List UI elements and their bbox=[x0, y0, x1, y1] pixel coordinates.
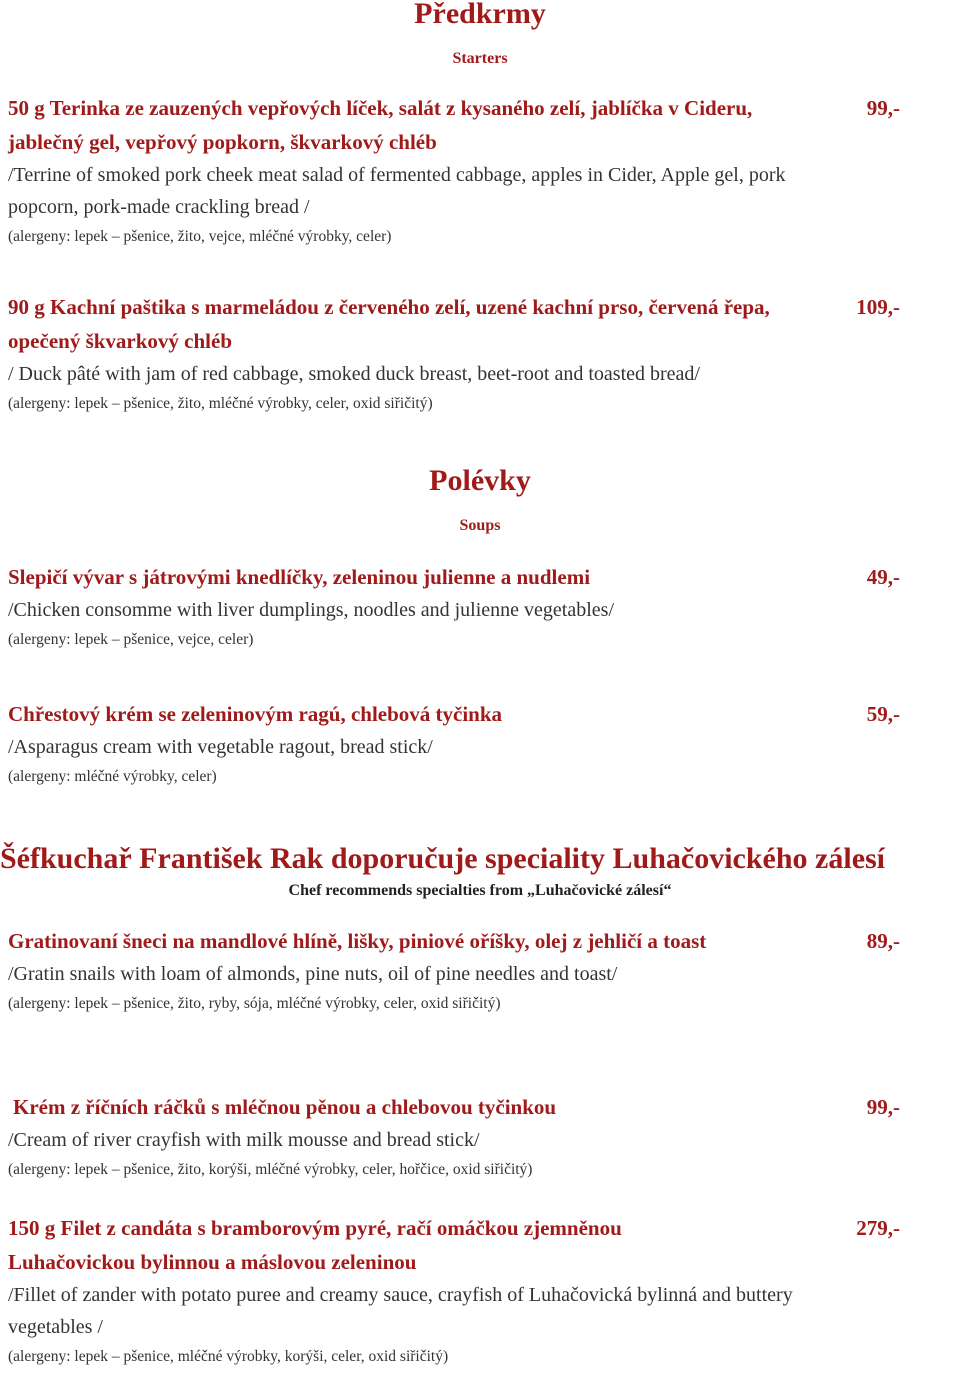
item-allergens: (alergeny: mléčné výrobky, celer) bbox=[8, 768, 217, 785]
soups-title: Polévky bbox=[429, 464, 531, 497]
item-allergens: (alergeny: lepek – pšenice, žito, korýši, mléčné výrobky, celer, hořčice, oxid siřičitý) bbox=[8, 1161, 533, 1178]
item-price: 49,- bbox=[866, 565, 900, 589]
item-english: /Asparagus cream with vegetable ragout, bread stick/ bbox=[8, 736, 433, 758]
menu-item-duck-pate bbox=[8, 290, 948, 418]
soups-subtitle: Soups bbox=[459, 517, 501, 534]
item-allergens: (alergeny: lepek – pšenice, vejce, celer) bbox=[8, 631, 254, 648]
starters-subtitle: Starters bbox=[452, 50, 508, 67]
item-allergens: (alergeny: lepek – pšenice, mléčné výrobky, korýši, celer, oxid siřičitý) bbox=[8, 1348, 449, 1365]
chef-subtitle: Chef recommends specialties from „Luhačovické zálesí“ bbox=[288, 882, 672, 899]
item-name: Krém z říčních ráčků s mléčnou pěnou a chlebovou tyčinkou bbox=[13, 1095, 557, 1119]
item-name: Chřestový krém se zeleninovým ragú, chlebová tyčinka bbox=[8, 702, 503, 726]
item-english: /Fillet of zander with potato puree and creamy sauce, crayfish of Luhačovická bylinná and buttery vegetables / bbox=[8, 1284, 793, 1338]
item-english: /Chicken consomme with liver dumplings, noodles and julienne vegetables/ bbox=[8, 599, 614, 621]
item-english: /Terrine of smoked pork cheek meat salad of fermented cabbage, apples in Cider, Apple gel, pork popcorn, pork-made crackling bread / bbox=[8, 164, 786, 218]
item-price: 99,- bbox=[866, 1095, 900, 1119]
item-allergens: (alergeny: lepek – pšenice, žito, mléčné výrobky, celer, oxid siřičitý) bbox=[8, 395, 433, 412]
item-name: 90 g Kachní paštika s marmeládou z červeného zelí, uzené kachní prso, červená řepa, opečený škvarkový chléb bbox=[8, 295, 770, 353]
menu-item-terrine bbox=[8, 91, 948, 251]
item-english: / Duck pâté with jam of red cabbage, smoked duck breast, beet-root and toasted bread/ bbox=[8, 363, 700, 385]
item-allergens: (alergeny: lepek – pšenice, žito, vejce, mléčné výrobky, celer) bbox=[8, 228, 392, 245]
menu-item-snails bbox=[8, 924, 948, 1018]
item-price: 109,- bbox=[856, 295, 900, 319]
starters-title: Předkrmy bbox=[414, 0, 546, 30]
item-allergens: (alergeny: lepek – pšenice, žito, ryby, sója, mléčné výrobky, celer, oxid siřičitý) bbox=[8, 995, 501, 1012]
item-price: 99,- bbox=[866, 96, 900, 120]
item-price: 279,- bbox=[856, 1216, 900, 1240]
menu-item-zander-fillet bbox=[8, 1211, 948, 1371]
chef-title: Šéfkuchař František Rak doporučuje speciality Luhačovického zálesí bbox=[0, 842, 886, 875]
item-name: 150 g Filet z candáta s bramborovým pyré, račí omáčkou zjemněnou Luhačovickou bylinnou a máslovou zeleninou bbox=[8, 1216, 622, 1274]
item-english: /Cream of river crayfish with milk mousse and bread stick/ bbox=[8, 1129, 480, 1151]
item-english: /Gratin snails with loam of almonds, pine nuts, oil of pine needles and toast/ bbox=[8, 963, 618, 985]
menu-item-crayfish-cream bbox=[8, 1090, 953, 1184]
menu-item-asparagus-cream bbox=[8, 697, 948, 791]
item-price: 59,- bbox=[866, 702, 900, 726]
item-name: Gratinovaní šneci na mandlové hlíně, lišky, piniové oříšky, olej z jehličí a toast bbox=[8, 929, 707, 953]
menu-item-consomme bbox=[8, 560, 948, 654]
item-price: 89,- bbox=[866, 929, 900, 953]
item-name: 50 g Terinka ze zauzených vepřových líček, salát z kysaného zelí, jablíčka v Cideru, jablečný gel, vepřový popkorn, škvarkový chléb bbox=[8, 96, 753, 154]
item-name: Slepičí vývar s játrovými knedlíčky, zeleninou julienne a nudlemi bbox=[8, 565, 591, 589]
